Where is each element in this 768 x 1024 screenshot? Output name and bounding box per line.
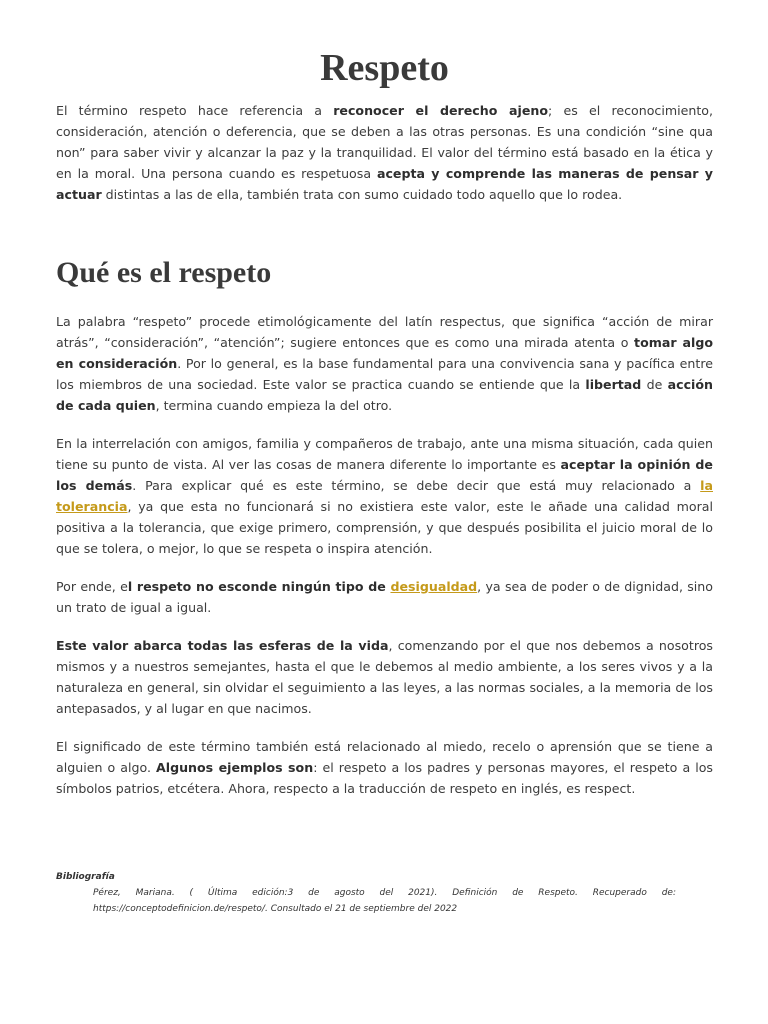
text: , termina cuando empieza la del otro. — [155, 398, 393, 413]
tolerance-link[interactable]: la tolerancia — [56, 478, 713, 514]
text: El significado de este término también está relacionado al miedo, recelo o aprensión que se tiene a alguien o algo. — [56, 739, 713, 775]
text: , ya sea de poder o de dignidad, sino un trato de igual a igual. — [56, 579, 713, 615]
text: : el respeto a los padres y personas mayores, el respeto a los símbolos patrios, etcétera. Ahora, respecto a la traducción de respeto en inglés, es respect. — [56, 760, 713, 796]
bold-text: Este valor abarca todas las esferas de la vida — [56, 638, 389, 653]
paragraph-examples — [56, 736, 713, 799]
text: , comenzando por el que nos debemos a nosotros mismos y a nuestros semejantes, hasta el que le debemos al medio ambiente, a los seres vivos y a la naturaleza en general, sin olvidar el seguimiento a las leyes, a las normas sociales, a la memoria de los antepasados, y al lugar en que nacimos. — [56, 638, 713, 716]
bold-text: reconocer el derecho ajeno — [333, 103, 548, 118]
text: Por ende, e — [56, 579, 128, 594]
bold-text: acepta y comprende las maneras de pensar y actuar — [56, 166, 713, 202]
paragraph-etymology — [56, 311, 713, 416]
text: En la interrelación con amigos, familia y compañeros de trabajo, ante una misma situación, cada quien tiene su punto de vista. Al ver las cosas de manera diferente lo importante es — [56, 436, 713, 472]
inequality-link[interactable]: desigualdad — [390, 579, 478, 594]
paragraph-tolerance — [56, 433, 713, 559]
text: distintas a las de ella, también trata con sumo cuidado todo aquello que lo rodea. — [101, 187, 623, 202]
bold-text: Algunos ejemplos son — [156, 760, 314, 775]
paragraph-spheres — [56, 635, 713, 719]
bold-text: libertad — [585, 377, 642, 392]
bold-text: aceptar la opinión de los demás — [56, 457, 713, 493]
article — [56, 44, 713, 816]
text: La palabra “respeto” procede etimológicamente del latín respectus, que significa “acción de mirar atrás”, “consideración”, “atención”; sugiere entonces que es como una mirada atenta o — [56, 314, 713, 350]
page-title: Respeto — [320, 47, 449, 89]
bold-text: l respeto no esconde ningún tipo de — [127, 579, 391, 594]
bibliography — [56, 872, 676, 917]
text: , ya que esta no funcionará si no existiera este valor, este le añade una calidad moral positiva a la tolerancia, que exige primero, comprensión, y que después posibilita el juicio moral de lo que se tolera, o mejor, lo que se respeta o inspira atención. — [56, 499, 713, 556]
paragraph-inequality — [56, 576, 713, 618]
text: El término respeto hace referencia a — [56, 103, 334, 118]
bibliography-entry: Pérez, Mariana. ( Última edición:3 de agosto del 2021). Definición de Respeto. Recuperado de: https://conceptodefinicion.de/respeto/. Consultado el 21 de septiembre del 2022 — [93, 888, 676, 914]
bold-text: acción de cada quien — [56, 377, 713, 413]
intro-paragraph — [56, 100, 713, 205]
text: ; es el reconocimiento, consideración, atención o deferencia, que se deben a las otras personas. Es una condición “sine qua non” para saber vivir y alcanzar la paz y la tranquilidad. El valor del término está basado en la ética y en la moral. Una persona cuando es respetuosa — [56, 103, 714, 181]
bold-text: tomar algo en consideración — [56, 335, 714, 371]
text: . Para explicar qué es este término, se debe decir que está muy relacionado a — [132, 478, 701, 493]
text: de — [641, 377, 668, 392]
text: . Por lo general, es la base fundamental para una convivencia sana y pacífica entre los miembros de una sociedad. Este valor se practica cuando se entiende que la — [56, 356, 713, 392]
section-heading: Qué es el respeto — [56, 256, 272, 289]
bibliography-title: Bibliografía — [56, 872, 115, 882]
